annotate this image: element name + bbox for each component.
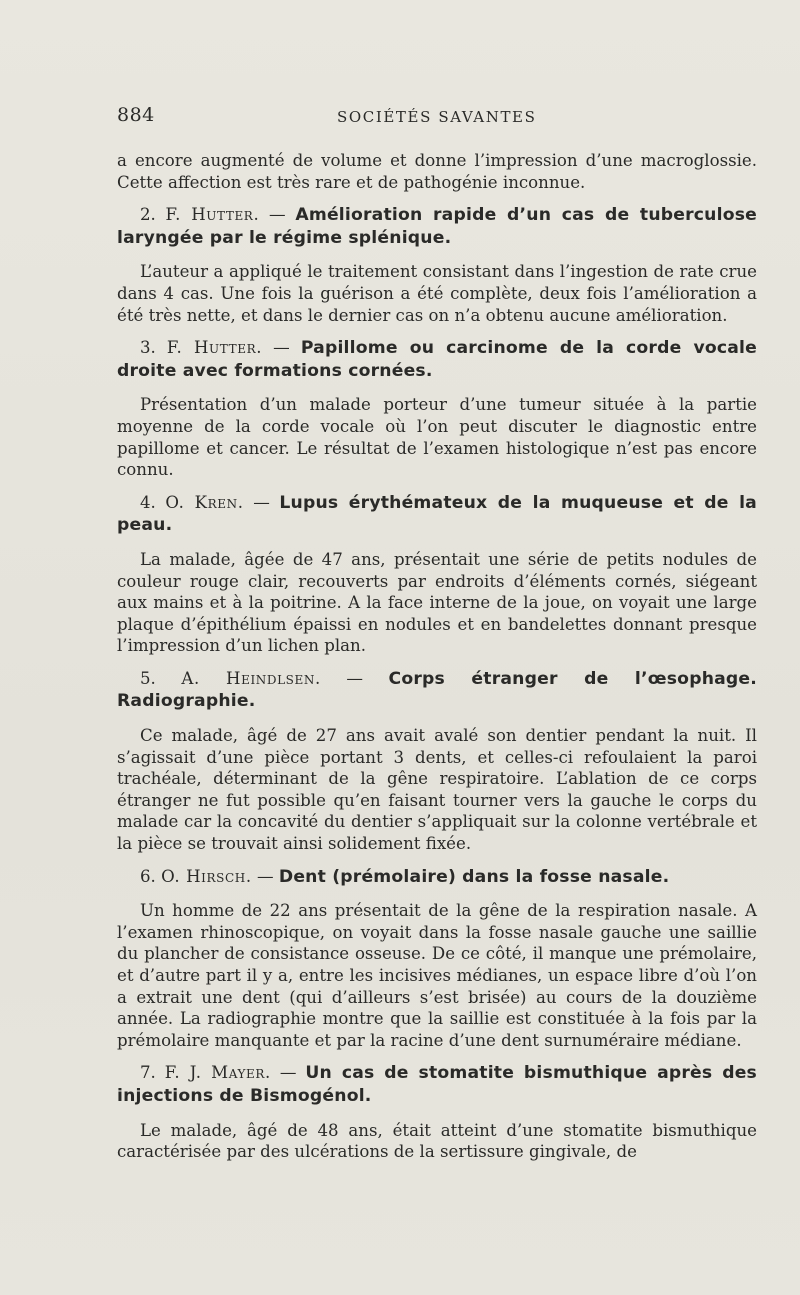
entry-title: Amélioration rapide d’un cas de tuberculose laryngée par le régime splénique.: [117, 205, 758, 248]
entry-title: Un cas de stomatite bismuthique après des injections de Bismogénol.: [117, 1063, 757, 1106]
entry-author: F. Hutter.: [165, 205, 260, 225]
entry-body: Ce malade, âgé de 27 ans avait avalé son dentier pendant la nuit. Il s’agissait d’une pièce portant 3 dents, et celles-ci refoulaient la paroi trachéale, déterminant de la gêne respiratoire. L’ablation de ce corps étranger ne fut possible qu’en faisant tourner vers la gauche le corps du malade car la concavité du dentier s’appliquait sur la colonne vertébrale et la pièce se trouvait ainsi solidement fixée.: [117, 726, 757, 854]
entry-author: A. Heindlsen.: [181, 668, 321, 688]
entry-author: F. J. Mayer.: [164, 1063, 271, 1083]
running-title: SOCIÉTÉS SAVANTES: [337, 108, 537, 126]
entry-heading: [117, 1062, 757, 1107]
entry-number: 7.: [140, 1063, 156, 1083]
entry-heading: [117, 866, 757, 889]
entry-title: Corps étranger de l’œsophage. Radiographie.: [117, 668, 758, 712]
entry-body: Le malade, âgé de 48 ans, était atteint d’une stomatite bismuthique caractérisée par des ulcérations de la sertissure gingivale, de: [117, 1120, 757, 1162]
entry-author: F. Hutter.: [166, 338, 263, 358]
entry-heading: [117, 492, 757, 537]
entry-heading: [117, 337, 757, 382]
entry-number: 4.: [140, 492, 156, 512]
entry-dash: —: [346, 668, 363, 688]
entry-3: [117, 337, 757, 481]
entry-number: 2.: [140, 205, 156, 225]
entry-author: O. Kren.: [165, 492, 244, 512]
entry-heading: [117, 668, 757, 713]
entry-heading: [117, 204, 757, 249]
entry-body: La malade, âgée de 47 ans, présentait une série de petits nodules de couleur rouge clair, recouverts par endroits d’éléments cornés, siégeant aux mains et à la poitrine. A la face interne de la joue, on voyait une large plaque d’épithélium épaissi en nodules et en bandelettes donnant presque l’impression d’un lichen plan.: [117, 549, 757, 656]
entry-author: O. Hirsch.: [161, 866, 252, 886]
entry-dash: —: [253, 492, 270, 512]
entry-7: [117, 1062, 757, 1162]
entry-dash: —: [269, 205, 286, 225]
entry-title: Papillome ou carcinome de la corde vocale droite avec formations cornées.: [117, 338, 757, 381]
entry-number: 6.: [140, 866, 156, 886]
entry-title: Lupus érythémateux de la muqueuse et de la peau.: [117, 492, 757, 536]
entry-2: [117, 204, 757, 326]
entry-dash: —: [256, 866, 274, 886]
entry-body: Un homme de 22 ans présentait de la gêne de la respiration nasale. A l’examen rhinoscopique, on voyait dans la fosse nasale gauche une saillie du plancher de consistance osseuse. De ce côté, il manque une prémolaire, et d’autre part il y a, entre les incisives médianes, un espace libre d’où l’on a extrait une dent (qui d’ailleurs s’est brisée) au cours de la douzième année. La radiographie montre que la saillie est constituée à la fois par la prémolaire manquante et par la racine d’une dent surnuméraire médiane.: [117, 901, 757, 1050]
entry-dash: —: [273, 338, 290, 358]
page-number: 884: [117, 104, 155, 126]
article-body: [117, 150, 757, 1163]
entry-5: [117, 668, 757, 855]
entry-body: Présentation d’un malade porteur d’une tumeur située à la partie moyenne de la corde vocale où l’on peut discuter le diagnostic entre papillome et cancer. Le résultat de l’examen histologique n’est pas encore connu.: [117, 395, 757, 480]
entry-6: [117, 866, 757, 1052]
entry-dash: —: [279, 1063, 297, 1083]
running-head: [117, 104, 757, 134]
entry-body: L’auteur a appliqué le traitement consistant dans l’ingestion de rate crue dans 4 cas. Une fois la guérison a été complète, deux fois l’amélioration a été très nette, et dans le dernier cas on n’a obtenu aucune amélioration.: [117, 262, 757, 325]
entry-title: Dent (prémolaire) dans la fosse nasale.: [278, 866, 670, 887]
entry-4: [117, 492, 757, 657]
entry-number: 3.: [140, 338, 156, 358]
entry-number: 5.: [140, 668, 156, 688]
continuation-paragraph: a encore augmenté de volume et donne l’impression d’une macroglossie. Cette affection est très rare et de pathogénie inconnue.: [117, 151, 757, 192]
